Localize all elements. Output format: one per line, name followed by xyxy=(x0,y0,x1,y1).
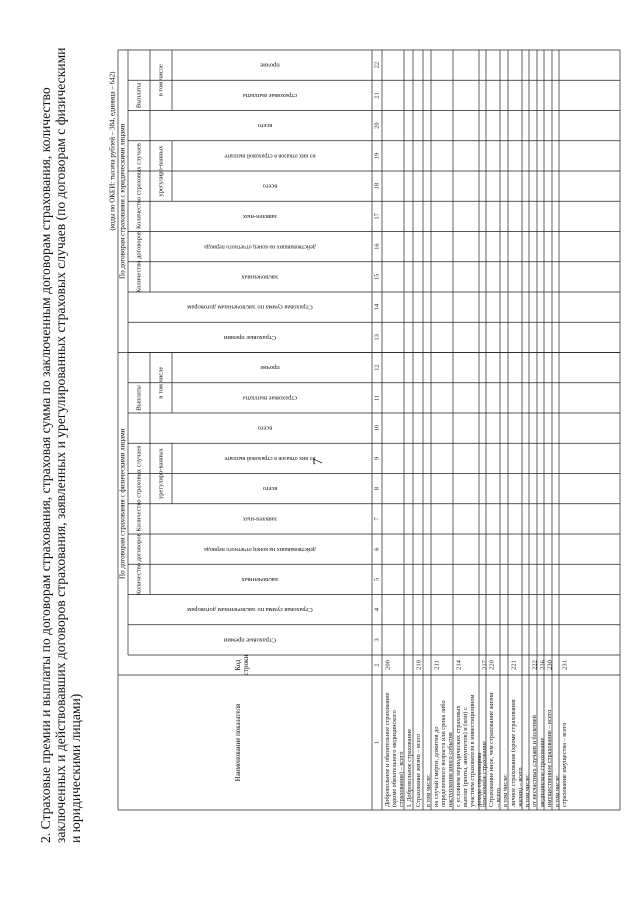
column-number-21: 21 xyxy=(373,92,381,99)
legal-active-header: действовавших на конец отчетного периода xyxy=(204,243,316,250)
individuals-other-header: прочие xyxy=(260,364,280,372)
legal-payments-header: Выплаты xyxy=(135,82,143,109)
column-number-13: 13 xyxy=(373,334,381,341)
row-code: 222 xyxy=(531,660,539,670)
legal-including-header: в том числе xyxy=(157,64,165,97)
row-label: с условием периодических страховыхвыплат (ренты, аннуитетов) и (или) сучастием страхователя в инвестиционномдоходе страховщика xyxy=(455,694,483,807)
header-indicator: Наименование показателя xyxy=(234,703,242,782)
legal-payments-total-header: всего xyxy=(257,122,273,130)
column-number-22: 22 xyxy=(373,61,381,69)
row-label: от несчастных случаев и болезней xyxy=(531,715,538,807)
column-number-2: 2 xyxy=(373,663,381,667)
individuals-payments-total-header: всего xyxy=(257,424,273,432)
individuals-premiums-header: Страховые премии xyxy=(223,636,277,644)
row-label: Страхование иное, чем страхование жизни– всего xyxy=(488,692,502,807)
legal-refusals-header: из них отказов в страховой выплате xyxy=(224,152,316,159)
column-number-17: 17 xyxy=(373,213,381,220)
column-number-8: 8 xyxy=(373,487,381,491)
column-number-14: 14 xyxy=(373,303,381,311)
row-label: на случай смерти, дожития доопределенного возраста или срока либонаступления иного события xyxy=(433,700,454,807)
page-number: 7 xyxy=(310,458,325,465)
individuals-including-header: в том числе xyxy=(157,366,165,399)
row-label: I. Добровольное страхование xyxy=(406,728,413,807)
row-code: 226 xyxy=(539,660,547,670)
header-code: Кодстроки xyxy=(234,654,250,676)
column-number-6: 6 xyxy=(373,547,381,551)
legal-insurance-payments-header: страховые выплаты xyxy=(242,91,298,99)
legal-concluded-header: заключенных xyxy=(241,273,279,281)
legal-contracts-header: Количество договоров xyxy=(135,230,143,293)
individuals-cases-header: Количество страховых случаев xyxy=(135,445,143,532)
legal-cases-header: Количество страховых случаев xyxy=(135,143,143,230)
column-number-1: 1 xyxy=(373,740,381,745)
individuals-declared-header: заявлен-ных xyxy=(242,515,278,523)
row-code: 211 xyxy=(433,660,441,670)
row-label: в том числе: xyxy=(524,774,531,807)
column-number-4: 4 xyxy=(373,608,381,612)
column-number-7: 7 xyxy=(373,517,381,521)
column-number-15: 15 xyxy=(373,273,381,281)
column-number-20: 20 xyxy=(373,122,381,129)
row-label: пенсионное страхование xyxy=(481,740,488,807)
column-number-11: 11 xyxy=(373,394,381,402)
individuals-sum-header: Страховая сумма по заключенным договорам xyxy=(187,606,313,614)
form-heading: 2. Страховые премии и выплаты по договорам страхования, страховая сумма по заключенным договорам страхования, количество заключенных и действовавших договоров страхования, заявленных и урегулированных страховых случаев (по договорам с физическими и юридическими лицами) xyxy=(38,47,83,843)
row-code: 217 xyxy=(481,660,489,670)
individuals-contracts-header: Количество договоров xyxy=(135,533,143,596)
column-number-9: 9 xyxy=(373,456,381,460)
row-label: Страхование жизни – всего xyxy=(415,733,422,807)
legal-sum-header: Страховая сумма по заключенным договорам xyxy=(187,303,313,311)
row-code: 230 xyxy=(546,660,554,670)
individuals-active-header: действовавших на конец отчетного периода xyxy=(204,545,316,552)
row-label: медицинское страхование xyxy=(539,737,546,807)
row-label: в том числе: xyxy=(425,774,432,807)
row-label: в том числе: xyxy=(502,774,509,807)
row-code: 221 xyxy=(510,660,518,670)
column-number-19: 19 xyxy=(373,152,381,160)
row-code: 220 xyxy=(488,660,496,670)
individuals-concluded-header: заключенных xyxy=(241,575,279,583)
legal-declared-header: заявлен-ных xyxy=(242,212,278,220)
column-number-10: 10 xyxy=(373,424,381,432)
row-label: Добровольное и обязательное страхование(кроме обязательного медицинскогострахования) – всего xyxy=(384,692,405,807)
row-label: в том числе: xyxy=(554,774,561,807)
legal-settled-header: урегулиро-ванных xyxy=(157,145,165,197)
legal-premiums-header: Страховые премии xyxy=(223,333,277,341)
individuals-insurance-payments-header: страховые выплаты xyxy=(242,394,298,402)
individuals-settled-total-header: всего xyxy=(262,485,278,493)
legal-other-header: прочие xyxy=(260,61,280,69)
individuals-payments-header: Выплаты xyxy=(135,385,143,411)
row-label: страхование имущества – всего xyxy=(561,722,568,807)
column-number-16: 16 xyxy=(373,243,381,250)
column-number-3: 3 xyxy=(373,638,381,642)
group-legal-header: По договорам страхования с юридическими лицами xyxy=(118,123,127,279)
individuals-settled-header: урегулиро-ванных xyxy=(157,448,165,499)
column-number-5: 5 xyxy=(373,577,381,581)
column-number-12: 12 xyxy=(373,364,381,371)
codes-note: (коды по ОКЕИ: тысяча рублей – 384, единица – 642) xyxy=(108,71,117,231)
row-code: 210 xyxy=(415,660,423,670)
legal-settled-total-header: всего xyxy=(262,182,278,190)
row-code: 214 xyxy=(455,660,463,670)
row-label: личное страхование (кроме страхованияжизни) – всего xyxy=(510,699,524,807)
row-code: 231 xyxy=(561,660,569,670)
column-number-18: 18 xyxy=(373,182,381,190)
individuals-refusals-header: из них отказов в страховой выплате xyxy=(224,455,316,461)
row-label: имущественное страхование – всего xyxy=(546,709,553,807)
row-code: 200 xyxy=(384,660,392,670)
group-individuals-header: По договорам страхования с физическими лицами xyxy=(118,428,127,579)
